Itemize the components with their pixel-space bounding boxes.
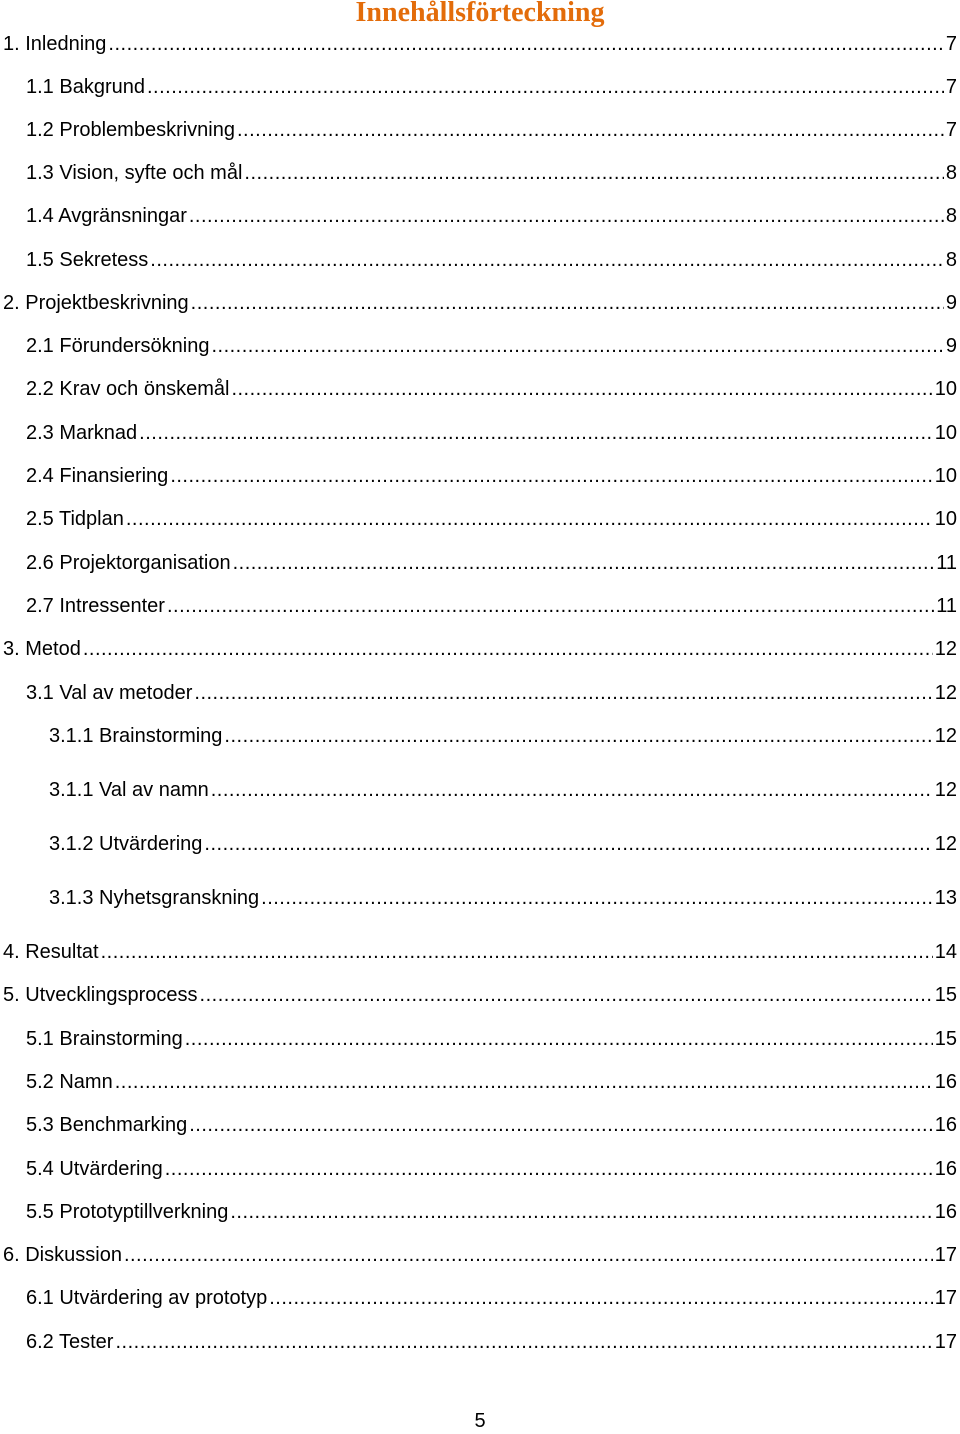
toc-entry-page: 16 <box>934 1158 957 1180</box>
toc-dot-leader <box>108 31 943 57</box>
toc-entry-label: 2.7 Intressenter <box>26 595 165 617</box>
toc-entry-label: 5.2 Namn <box>26 1071 113 1093</box>
toc-entry-page: 8 <box>945 162 957 184</box>
toc-entry-label: 5.4 Utvärdering <box>26 1158 163 1180</box>
toc-dot-leader <box>124 1242 933 1268</box>
toc-entry[interactable] <box>49 777 957 803</box>
toc-entry[interactable] <box>3 636 957 662</box>
toc-dot-leader <box>167 593 934 619</box>
toc-entry-label: 1. Inledning <box>3 33 107 55</box>
toc-entry[interactable] <box>26 376 957 402</box>
toc-entry-page: 13 <box>934 887 957 909</box>
toc-entry[interactable] <box>26 117 957 143</box>
toc-entry-page: 10 <box>934 508 957 530</box>
toc-entry-label: 1.2 Problembeskrivning <box>26 119 235 141</box>
toc-entry[interactable] <box>26 1285 957 1311</box>
toc-entry-page: 17 <box>934 1287 957 1309</box>
toc-entry-page: 12 <box>934 779 957 801</box>
toc-entry-page: 8 <box>945 249 957 271</box>
toc-dot-leader <box>237 117 944 143</box>
toc-entry-page: 11 <box>936 552 957 574</box>
toc-entry[interactable] <box>26 74 957 100</box>
toc-entry[interactable] <box>26 1199 957 1225</box>
toc-entry-page: 9 <box>945 335 957 357</box>
toc-entry-label: 2.2 Krav och önskemål <box>26 378 230 400</box>
toc-dot-leader <box>269 1285 933 1311</box>
toc-entry[interactable] <box>26 463 957 489</box>
toc-entry[interactable] <box>3 290 957 316</box>
toc-entry-page: 17 <box>934 1331 957 1353</box>
toc-entry-page: 15 <box>934 1028 957 1050</box>
toc-entry-label: 2.4 Finansiering <box>26 465 169 487</box>
toc-entry[interactable] <box>26 247 957 273</box>
toc-entry-page: 14 <box>934 941 957 963</box>
toc-dot-leader <box>115 1329 932 1355</box>
toc-entry[interactable] <box>26 420 957 446</box>
toc-entry-label: 5.5 Prototyptillverkning <box>26 1201 229 1223</box>
toc-dot-leader <box>191 290 944 316</box>
toc-dot-leader <box>126 506 933 532</box>
toc-dot-leader <box>200 982 933 1008</box>
toc-entry-label: 2.1 Förundersökning <box>26 335 210 357</box>
toc-entry[interactable] <box>3 939 957 965</box>
toc-entry-label: 6.2 Tester <box>26 1331 114 1353</box>
toc-dot-leader <box>204 831 932 857</box>
toc-entry-label: 3.1.2 Utvärdering <box>49 833 203 855</box>
toc-entry-page: 16 <box>934 1071 957 1093</box>
toc-dot-leader <box>101 939 933 965</box>
toc-entry-label: 2.3 Marknad <box>26 422 138 444</box>
toc-entry[interactable] <box>49 885 957 911</box>
toc-dot-leader <box>233 550 935 576</box>
toc-entry-page: 16 <box>934 1201 957 1223</box>
toc-entry[interactable] <box>26 1069 957 1095</box>
toc-dot-leader <box>165 1156 933 1182</box>
toc-entry-page: 11 <box>936 595 957 617</box>
toc-entry[interactable] <box>26 333 957 359</box>
toc-dot-leader <box>211 777 933 803</box>
toc-entry-page: 7 <box>945 76 957 98</box>
toc-dot-leader <box>244 160 943 186</box>
toc-entry-label: 5.3 Benchmarking <box>26 1114 188 1136</box>
toc-entry-page: 12 <box>934 682 957 704</box>
toc-entry-page: 10 <box>934 422 957 444</box>
toc-entry-page: 15 <box>934 984 957 1006</box>
toc-entry-label: 6.1 Utvärdering av prototyp <box>26 1287 268 1309</box>
toc-entry[interactable] <box>26 160 957 186</box>
toc-dot-leader <box>147 74 944 100</box>
toc-entry-label: 2. Projektbeskrivning <box>3 292 189 314</box>
toc-entry-label: 3. Metod <box>3 638 81 660</box>
toc-entry-page: 12 <box>934 725 957 747</box>
toc-dot-leader <box>261 885 933 911</box>
toc-entry-label: 4. Resultat <box>3 941 99 963</box>
toc-entry-label: 1.4 Avgränsningar <box>26 205 187 227</box>
toc-title: Innehållsförteckning <box>355 0 605 28</box>
toc-entry-page: 10 <box>934 465 957 487</box>
page-number: 5 <box>474 1410 486 1432</box>
toc-entry-label: 1.3 Vision, syfte och mål <box>26 162 243 184</box>
toc-entry[interactable] <box>26 593 957 619</box>
toc-entry-label: 2.6 Projektorganisation <box>26 552 231 574</box>
toc-entry[interactable] <box>26 1112 957 1138</box>
toc-dot-leader <box>139 420 933 446</box>
toc-dot-leader <box>170 463 932 489</box>
toc-dot-leader <box>224 723 932 749</box>
toc-entry[interactable] <box>49 831 957 857</box>
toc-entry[interactable] <box>26 1329 957 1355</box>
toc-entry[interactable] <box>49 723 957 749</box>
toc-dot-leader <box>189 1112 933 1138</box>
toc-entry-label: 3.1.1 Brainstorming <box>49 725 223 747</box>
toc-entry-label: 5.1 Brainstorming <box>26 1028 183 1050</box>
toc-entry-label: 3.1.3 Nyhetsgranskning <box>49 887 260 909</box>
toc-entry-page: 12 <box>934 638 957 660</box>
toc-dot-leader <box>194 680 932 706</box>
toc-dot-leader <box>115 1069 933 1095</box>
toc-entry-label: 2.5 Tidplan <box>26 508 124 530</box>
toc-entry[interactable] <box>3 1242 957 1268</box>
toc-entry-page: 10 <box>934 378 957 400</box>
toc-entry[interactable] <box>3 982 957 1008</box>
toc-entry-label: 1.5 Sekretess <box>26 249 149 271</box>
toc-entry-label: 5. Utvecklingsprocess <box>3 984 198 1006</box>
toc-dot-leader <box>83 636 933 662</box>
toc-entry[interactable] <box>3 31 957 57</box>
toc-dot-leader <box>230 1199 932 1225</box>
toc-entry-page: 8 <box>945 205 957 227</box>
toc-dot-leader <box>231 376 932 402</box>
toc-entry-label: 3.1 Val av metoder <box>26 682 193 704</box>
toc-entry-label: 3.1.1 Val av namn <box>49 779 209 801</box>
toc-dot-leader <box>150 247 944 273</box>
toc-dot-leader <box>189 203 944 229</box>
toc-entry[interactable] <box>26 1156 957 1182</box>
toc-entry-page: 17 <box>934 1244 957 1266</box>
toc-dot-leader <box>185 1026 933 1052</box>
toc-entry[interactable] <box>26 550 957 576</box>
toc-entry-page: 12 <box>934 833 957 855</box>
toc-entry[interactable] <box>26 203 957 229</box>
toc-entry-label: 1.1 Bakgrund <box>26 76 145 98</box>
toc-entry-label: 6. Diskussion <box>3 1244 122 1266</box>
toc-entry[interactable] <box>26 1026 957 1052</box>
toc-entry[interactable] <box>26 506 957 532</box>
toc-entry-page: 9 <box>945 292 957 314</box>
toc-entry-page: 16 <box>934 1114 957 1136</box>
toc-entry[interactable] <box>26 680 957 706</box>
toc-entry-page: 7 <box>945 33 957 55</box>
toc-entry-page: 7 <box>945 119 957 141</box>
toc-dot-leader <box>211 333 943 359</box>
